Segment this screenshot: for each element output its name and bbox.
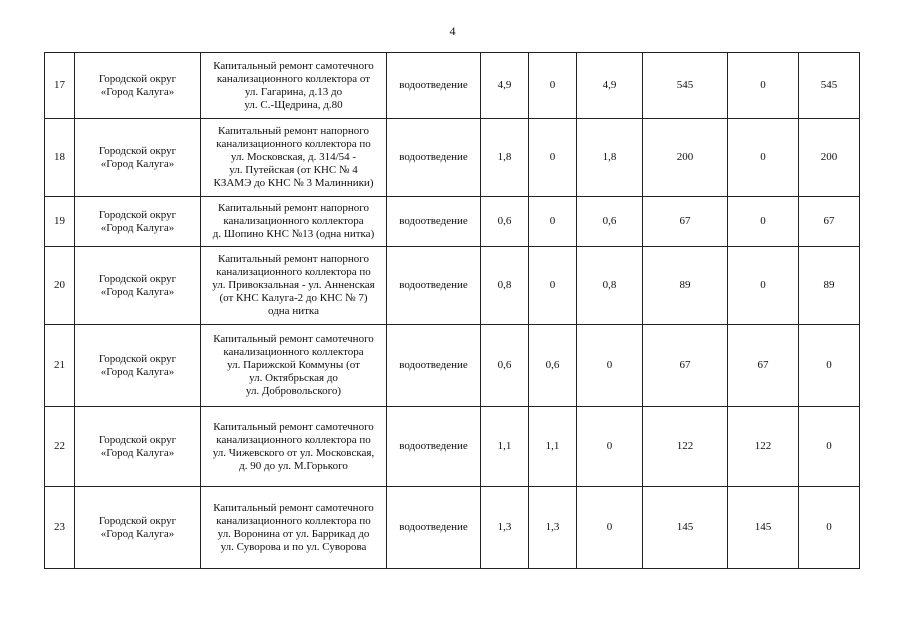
value-cell-6: 545 [799,53,860,119]
region-cell: Городской округ «Город Калуга» [75,487,201,569]
value-cell-5: 145 [728,487,799,569]
value-cell-3: 0 [577,325,643,407]
value-cell-1: 4,9 [481,53,529,119]
value-cell-6: 0 [799,487,860,569]
value-cell-4: 200 [643,119,728,197]
value-cell-3: 0 [577,487,643,569]
region-cell: Городской округ «Город Калуга» [75,325,201,407]
service-type-cell: водоотведение [387,197,481,247]
region-cell: Городской округ «Город Калуга» [75,119,201,197]
value-cell-5: 67 [728,325,799,407]
table-row [45,325,860,407]
table-row [45,487,860,569]
row-number: 22 [45,407,75,487]
region-cell: Городской округ «Город Калуга» [75,197,201,247]
value-cell-1: 1,1 [481,407,529,487]
service-type-cell: водоотведение [387,247,481,325]
value-cell-2: 0 [529,53,577,119]
value-cell-6: 200 [799,119,860,197]
table-row [45,197,860,247]
projects-table [44,52,860,569]
value-cell-5: 122 [728,407,799,487]
row-number: 17 [45,53,75,119]
value-cell-1: 0,6 [481,197,529,247]
table-body [45,53,860,569]
value-cell-4: 67 [643,197,728,247]
region-cell: Городской округ «Город Калуга» [75,53,201,119]
region-cell: Городской округ «Город Калуга» [75,407,201,487]
row-number: 19 [45,197,75,247]
value-cell-6: 0 [799,325,860,407]
value-cell-3: 4,9 [577,53,643,119]
description-cell: Капитальный ремонт самотечного канализационного коллектора ул. Парижской Коммуны (от ул. Октябрьская до ул. Добровольского) [201,325,387,407]
service-type-cell: водоотведение [387,119,481,197]
value-cell-1: 1,8 [481,119,529,197]
value-cell-6: 67 [799,197,860,247]
value-cell-2: 0 [529,119,577,197]
value-cell-2: 1,3 [529,487,577,569]
value-cell-6: 0 [799,407,860,487]
value-cell-1: 0,8 [481,247,529,325]
description-cell: Капитальный ремонт самотечного канализационного коллектора по ул. Чижевского от ул. Московская, д. 90 до ул. М.Горького [201,407,387,487]
description-cell: Капитальный ремонт напорного канализационного коллектора д. Шопино КНС №13 (одна нитка) [201,197,387,247]
row-number: 18 [45,119,75,197]
value-cell-6: 89 [799,247,860,325]
value-cell-5: 0 [728,197,799,247]
value-cell-2: 0 [529,247,577,325]
value-cell-4: 545 [643,53,728,119]
page-number: 4 [449,24,456,38]
description-cell: Капитальный ремонт напорного канализационного коллектора по ул. Привокзальная - ул. Анненская (от КНС Калуга-2 до КНС № 7) одна нитка [201,247,387,325]
value-cell-1: 0,6 [481,325,529,407]
value-cell-3: 0 [577,407,643,487]
region-cell: Городской округ «Город Калуга» [75,247,201,325]
value-cell-3: 1,8 [577,119,643,197]
table-row [45,407,860,487]
value-cell-4: 145 [643,487,728,569]
value-cell-4: 67 [643,325,728,407]
description-cell: Капитальный ремонт самотечного канализационного коллектора по ул. Воронина от ул. Баррикад до ул. Суворова и по ул. Суворова [201,487,387,569]
value-cell-2: 0 [529,197,577,247]
value-cell-5: 0 [728,119,799,197]
table-row [45,53,860,119]
value-cell-3: 0,8 [577,247,643,325]
value-cell-5: 0 [728,247,799,325]
table-row [45,119,860,197]
value-cell-2: 1,1 [529,407,577,487]
row-number: 23 [45,487,75,569]
description-cell: Капитальный ремонт напорного канализационного коллектора по ул. Московская, д. 314/54 - ул. Путейская (от КНС № 4 КЗАМЭ до КНС № 3 Малинники) [201,119,387,197]
value-cell-5: 0 [728,53,799,119]
value-cell-4: 122 [643,407,728,487]
row-number: 21 [45,325,75,407]
value-cell-1: 1,3 [481,487,529,569]
service-type-cell: водоотведение [387,53,481,119]
service-type-cell: водоотведение [387,487,481,569]
value-cell-2: 0,6 [529,325,577,407]
description-cell: Капитальный ремонт самотечного канализационного коллектора от ул. Гагарина, д.13 до ул. С.-Щедрина, д.80 [201,53,387,119]
service-type-cell: водоотведение [387,407,481,487]
service-type-cell: водоотведение [387,325,481,407]
value-cell-3: 0,6 [577,197,643,247]
table-row [45,247,860,325]
value-cell-4: 89 [643,247,728,325]
row-number: 20 [45,247,75,325]
